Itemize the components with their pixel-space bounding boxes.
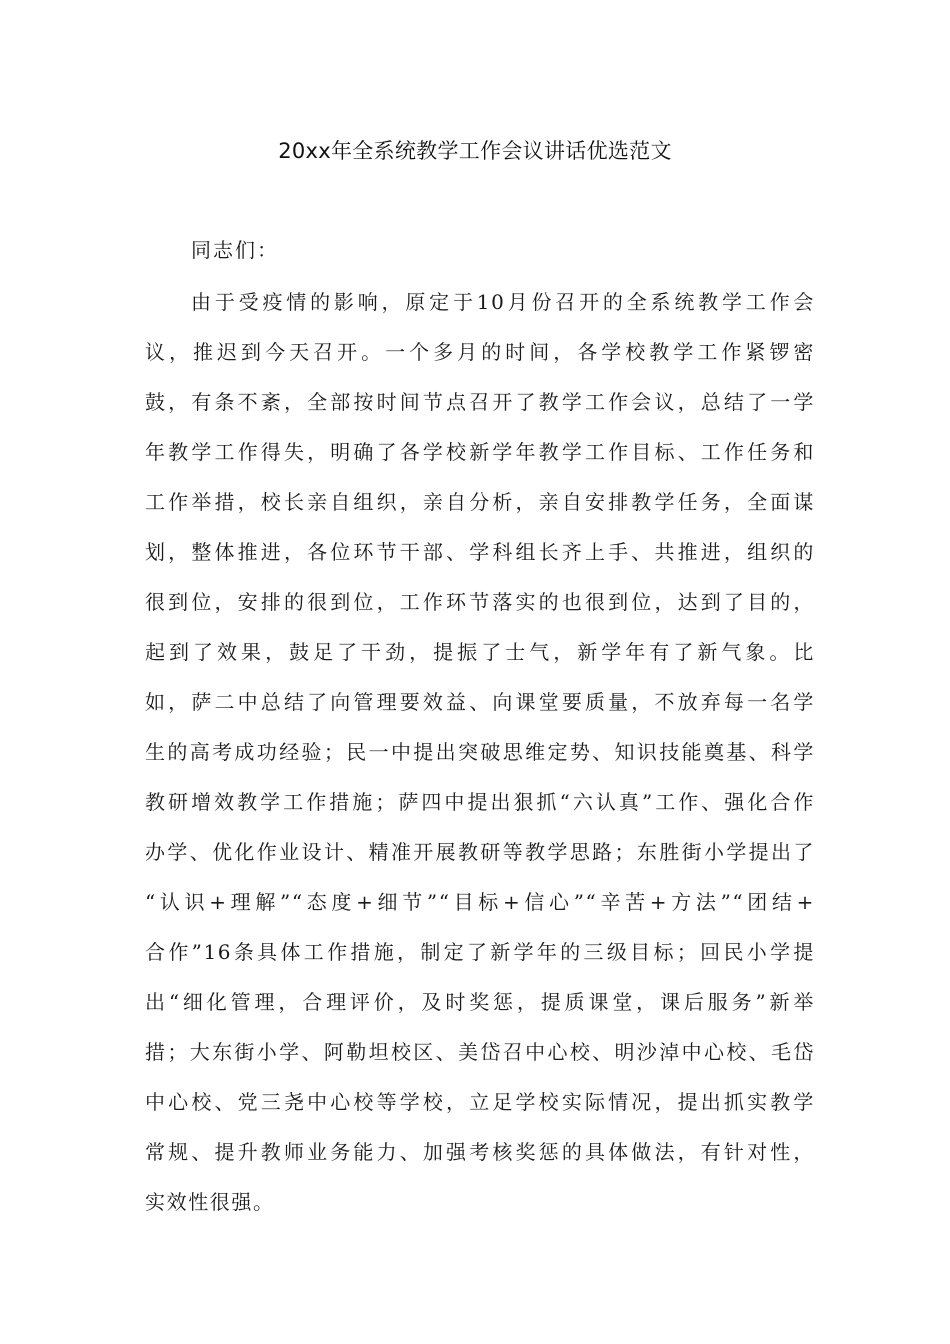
paragraph-line: 中心校、党三尧中心校等学校，立足学校实际情况，提出抓实教学	[145, 1090, 815, 1114]
paragraph-line: 年教学工作得失，明确了各学校新学年教学工作目标、工作任务和	[145, 440, 815, 464]
paragraph-line: 措；大东街小学、阿勒坦校区、美岱召中心校、明沙淖中心校、毛岱	[145, 1040, 815, 1064]
paragraph-line: 出“细化管理，合理评价，及时奖惩，提质课堂，课后服务”新举	[145, 990, 815, 1014]
paragraph-line: 如，萨二中总结了向管理要效益、向课堂要质量，不放弃每一名学	[145, 690, 815, 714]
paragraph-line: 生的高考成功经验；民一中提出突破思维定势、知识技能奠基、科学	[145, 740, 815, 764]
paragraph-line: “认识+理解”“态度+细节”“目标+信心”“辛苦+方法”“团结+	[145, 890, 815, 914]
paragraph-line: 教研增效教学工作措施；萨四中提出狠抓“六认真”工作、强化合作	[145, 790, 815, 814]
paragraph-line: 鼓，有条不紊，全部按时间节点召开了教学工作会议，总结了一学	[145, 390, 815, 414]
paragraph-line: 工作举措，校长亲自组织，亲自分析，亲自安排教学任务，全面谋	[145, 490, 815, 514]
paragraph-line: 实效性很强。	[145, 1190, 275, 1214]
paragraph-line: 常规、提升教师业务能力、加强考核奖惩的具体做法，有针对性，	[145, 1140, 815, 1164]
paragraph-line: 议，推迟到今天召开。一个多月的时间，各学校教学工作紧锣密	[145, 340, 815, 364]
body-paragraph	[145, 277, 815, 1227]
paragraph-line: 起到了效果，鼓足了干劲，提振了士气，新学年有了新气象。比	[145, 640, 815, 664]
paragraph-line: 合作”16条具体工作措施，制定了新学年的三级目标；回民小学提	[145, 940, 815, 964]
paragraph-line: 很到位，安排的很到位，工作环节落实的也很到位，达到了目的，	[145, 590, 815, 614]
greeting-line: 同志们：	[191, 238, 279, 262]
document-title: 20xx年全系统教学工作会议讲话优选范文	[278, 139, 672, 163]
paragraph-line: 划，整体推进，各位环节干部、学科组长齐上手、共推进，组织的	[145, 540, 815, 564]
paragraph-line: 办学、优化作业设计、精准开展教研等教学思路；东胜街小学提出了	[145, 840, 815, 864]
paragraph-line: 由于受疫情的影响，原定于10月份召开的全系统教学工作会	[191, 290, 815, 314]
